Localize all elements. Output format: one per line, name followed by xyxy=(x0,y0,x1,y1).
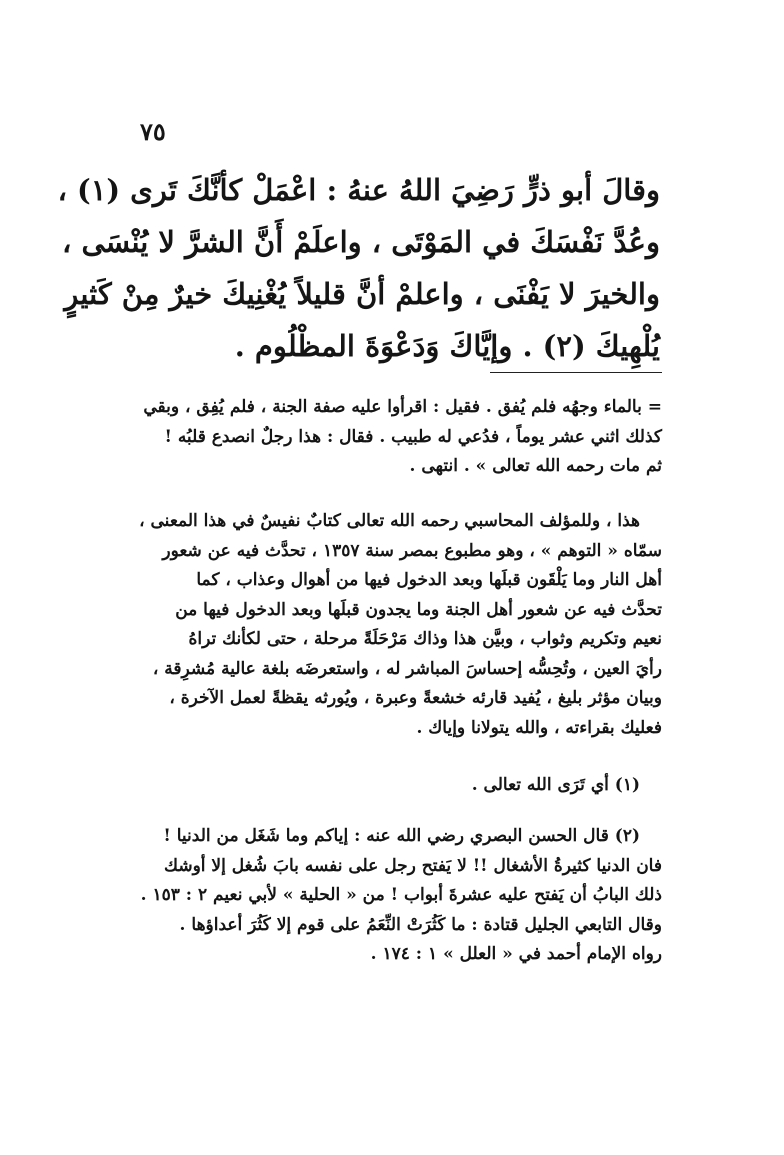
note-line: تحدَّث فيه عن شعور أهل الجنة وما يجدون قبلَها وبعد الدخول فيها من xyxy=(175,599,662,620)
main-text-line: يُلْهِيكَ (٢) . وإيَّاكَ وَدَعْوَةَ المظْلُوم . xyxy=(234,329,660,363)
page-number: ٧٥ xyxy=(140,117,166,146)
note-line: نعيم وتكريم وثواب ، وبيَّن هذا وذاك مَرْحَلَةً مرحلة ، حتى لكأنك تراهُ xyxy=(188,629,662,649)
main-text-line: وقالَ أبو ذرٍّ رَضِيَ اللهُ عنهُ : اعْمَلْ كأنَّكَ تَرى (١) ، xyxy=(57,173,660,207)
footnote-divider xyxy=(490,372,662,373)
note-line: (٢) قال الحسن البصري رضي الله عنه : إياكم وما شَغَل من الدنيا ! xyxy=(163,826,640,846)
note-line: فان الدنيا كثيرةُ الأشغال !! لا يَفتح رجل على نفسه بابَ شُغل إلا أوشك xyxy=(164,855,662,876)
note-line: هذا ، وللمؤلف المحاسبي رحمه الله تعالى كتابٌ نفيسٌ في هذا المعنى ، xyxy=(139,511,640,531)
note-line: كذلك اثني عشر يوماً ، فدُعي له طبيب . فقال : هذا رجلٌ انصدع قلبُه ! xyxy=(164,426,662,447)
author-note-paragraph xyxy=(140,507,662,743)
note-line: رواه الإمام أحمد في « العلل » ١ : ١٧٤ . xyxy=(370,944,662,964)
main-text-line: وعُدَّ نَفْسَكَ في المَوْتَى ، واعلَمْ أَنَّ الشرَّ لا يُنْسَى ، xyxy=(62,225,660,259)
main-text xyxy=(57,164,660,372)
note-line: وقال التابعي الجليل قتادة : ما كَثُرَتْ النِّعَمُ على قوم إلا كَثُرَ أعداؤها . xyxy=(179,914,662,935)
note-line: أهل النار وما يَلْقَون قبلَها وبعد الدخول فيها من أهوال وعذاب ، كما xyxy=(196,570,662,590)
note-line: (١) أي تَرَى الله تعالى . xyxy=(471,775,640,795)
note-line: فعليك بقراءته ، والله يتولانا وإياك . xyxy=(416,717,662,738)
main-text-line: والخيرَ لا يَفْنَى ، واعلمْ أنَّ قليلاً يُغْنِيكَ خيرٌ مِنْ كَثيرٍ xyxy=(64,277,660,311)
note-line: ثم مات رحمه الله تعالى » . انتهى . xyxy=(409,456,662,476)
note-line: رأيَ العين ، وتُحِسُّه إحساسَ المباشر له ، واستعرضَه بلغة عالية مُشرِقة ، xyxy=(152,658,662,679)
footnote-2 xyxy=(140,822,662,970)
footnote-1 xyxy=(140,771,662,801)
note-line: ذلك البابُ أن يَفتح عليه عشرةَ أبواب ! من « الحلية » لأبي نعيم ٢ : ١٥٣ . xyxy=(140,885,662,905)
note-line: وبيان مؤثر بليغ ، يُفيد قارئه خشعةً وعبرة ، ويُورثه يقظةً لعمل الآخرة ، xyxy=(169,688,662,708)
note-line: = بالماء وجهُه فلم يُفق . فقيل : اقرأوا عليه صفة الجنة ، فلم يُفِق ، وبقي xyxy=(143,397,662,417)
footnote-continuation xyxy=(140,393,662,482)
note-line: سمّاه « التوهم » ، وهو مطبوع بمصر سنة ١٣٥٧ ، تحدَّث فيه عن شعور xyxy=(162,540,662,561)
